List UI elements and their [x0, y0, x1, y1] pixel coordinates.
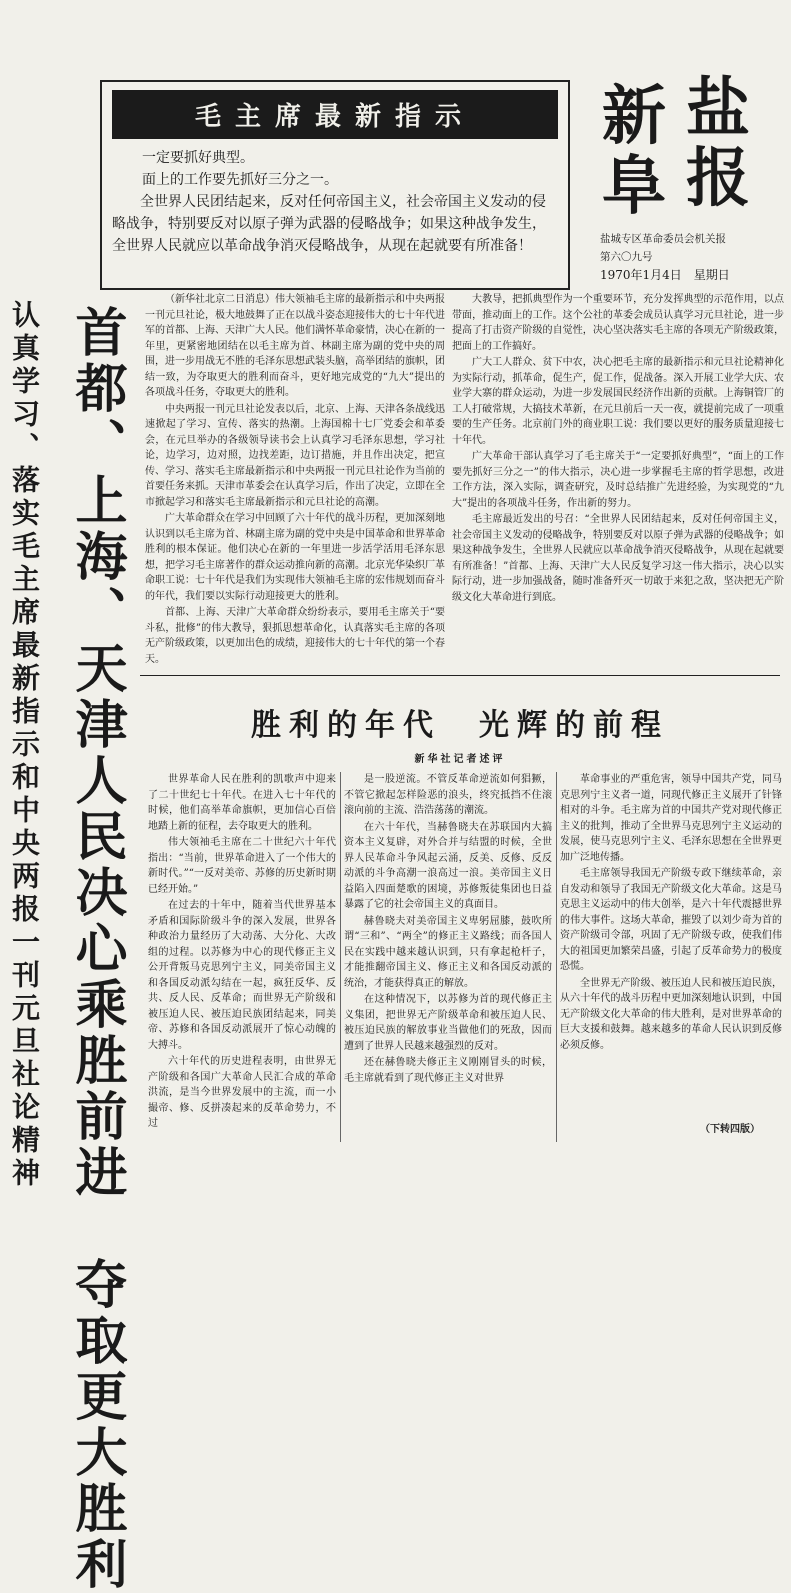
- article-column-3: [560, 772, 782, 1147]
- paragraph: 六十年代的历史进程表明，由世界无产阶级和各国广大革命人民汇合成的革命洪流，是当今世界发展中的主流，而一小撮帝、修、反拼凑起来的反革命势力，不过: [148, 1056, 336, 1129]
- lead-article-continued: [452, 292, 784, 670]
- paragraph: 毛主席领导我国无产阶级专政下继续革命，亲自发动和领导了我国无产阶级文化大革命。这是马克思主义运动中的伟大创举，是六十年代震撼世界的伟大事件。这场大革命，摧毁了以刘少奇为首的资产阶级司令部，巩固了无产阶级专政，使我们伟大的祖国更加繁荣昌盛，引起了反革命势力的极度恐慌。: [560, 868, 782, 972]
- article-headline: 胜利的年代 光辉的前程: [251, 708, 669, 743]
- masthead-char: 新: [602, 79, 666, 154]
- continued-note: （下转四版）: [700, 1124, 760, 1135]
- masthead-char: 阜: [602, 149, 666, 224]
- paragraph: 首都、上海、天津广大革命群众纷纷表示，要用毛主席关于“要斗私，批修”的伟大教导，狠抓思想革命化，认真落实毛主席的各项无产阶级政策，以更加出色的成绩，迎接伟大的七十年代的第一个春天。: [145, 607, 445, 664]
- masthead-char: 盐: [686, 71, 750, 146]
- paragraph: 毛主席最近发出的号召：“全世界人民团结起来，反对任何帝国主义，社会帝国主义发动的侵略战争，特别要反对以原子弹为武器的侵略战争；如果这种战争发生，全世界人民就应以革命战争消灭侵略战争，从现在起就要有所准备！”首都、上海、天津广大人民反复学习这一伟大指示，决心以实际行动，进一步加强战备，随时准备歼灭一切敢于来犯之敌，坚决把无产阶级文化大革命进行到底。: [452, 514, 784, 603]
- paragraph: 世界革命人民在胜利的凯歌声中迎来了二十世纪七十年代。在进入七十年代的时候，他们高举革命旗帜，更加信心百倍地踏上新的征程，去夺取更大的胜利。: [148, 774, 336, 832]
- side-headline: 认真学习、落实毛主席最新指示和中央两报一刊元旦社论精神: [8, 300, 41, 1191]
- paragraph: 广大革命干部认真学习了毛主席关于“一定要抓好典型”，“面上的工作要先抓好三分之一”的伟大指示，决心进一步掌握毛主席的哲学思想，改进工作方法，深入实际，调查研究，及时总结推广先进经验，为实现党的“九大”提出的各项战斗任务，作出新的努力。: [452, 451, 784, 509]
- paragraph: 还在赫鲁晓夫修正主义刚刚冒头的时候，毛主席就看到了现代修正主义对世界: [344, 1057, 552, 1084]
- paragraph: 是一股逆流。不管反革命逆流如何猖獗，不管它掀起怎样险恶的浪头，终究抵挡不住滚滚向前的主流、浩浩荡荡的潮流。: [344, 774, 552, 816]
- article-column-1: [148, 772, 336, 1147]
- issue-number: 第六〇九号: [600, 251, 653, 263]
- section-divider: [140, 675, 780, 676]
- directive-line: 全世界人民团结起来，反对任何帝国主义，社会帝国主义发动的侵略战争，特别要反对以原子弹为武器的侵略战争；如果这种战争发生，全世界人民就应以革命战争消灭侵略战争，从现在起就要有所准备！: [112, 194, 546, 254]
- column-divider: [340, 772, 341, 1142]
- paragraph: 大教导，把抓典型作为一个重要环节，充分发挥典型的示范作用，以点带面，推动面上的工作。这个公社的革委会成员认真学习元旦社论，进一步提高了打击资产阶级的自觉性，决心坚决落实毛主席的各项无产阶级政策，把面上的工作搞好。: [452, 294, 784, 352]
- directive-body: [112, 147, 558, 257]
- paragraph: 在这种情况下，以苏修为首的现代修正主义集团，把世界无产阶级革命和被压迫人民、被压迫民族的解放事业当做他们的死敌，因而遭到了世界人民越来越强烈的反对。: [344, 994, 552, 1052]
- masthead-info: [600, 230, 780, 284]
- paragraph: 广大工人群众、贫下中农，决心把毛主席的最新指示和元旦社论精神化为实际行动，抓革命，促生产，促工作，促战备。深入开展工业学大庆、农业学大寨的群众运动，为进一步发展国民经济作出新的贡献。上海铜管厂的工人打破常规，大搞技术革新，在元旦前后一天一夜，就提前完成了一项重要的生产任务。北京前门外的商业职工说：我们要以更好的服务质量迎接七十年代。: [452, 357, 784, 446]
- publisher: 盐城专区革命委员会机关报: [600, 233, 726, 245]
- paragraph: 伟大领袖毛主席在二十世纪六十年代指出：“当前，世界革命进入了一个伟大的新时代。”“一反对美帝、苏修的历史新时期已经开始。”: [148, 837, 336, 895]
- paragraph: 全世界无产阶级、被压迫人民和被压迫民族，从六十年代的战斗历程中更加深刻地认识到，中国无产阶级文化大革命的伟大胜利，是对世界革命的巨大支援和鼓舞。越来越多的革命人民认识到反修必须反修。: [560, 977, 782, 1051]
- masthead: [600, 71, 770, 225]
- lead-article-text: [145, 292, 445, 664]
- paragraph: 赫鲁晓夫对美帝国主义卑躬屈膝，鼓吹所谓“三和”、“两全”的修正主义路线；而各国人民在实践中越来越认识到，只有拿起枪杆子，才能推翻帝国主义、修正主义和各国反动派的统治，才能获得真正的解放。: [344, 915, 552, 989]
- paragraph: 革命事业的严重危害，领导中国共产党，同马克思列宁主义者一道，同现代修正主义展开了针锋相对的斗争。毛主席为首的中国共产党对现代修正主义的批判，推动了全世界马克思列宁主义运动的发展，使马克思列宁主义、毛泽东思想在全世界更加广泛地传播。: [560, 774, 782, 863]
- directive-banner: 毛主席最新指示: [112, 90, 558, 139]
- paragraph: 在过去的十年中，随着当代世界基本矛盾和国际阶级斗争的深入发展，世界各种政治力量经历了大动荡、大分化、大改组的过程。以苏修为中心的现代修正主义公开背叛马克思列宁主义，同美帝国主义和各国反动派勾结在一起，疯狂反华、反共、反人民、反革命；而世界无产阶级和被压迫人民、被压迫民族团结起来，同美帝、苏修和各国反动派展开了惊心动魄的大搏斗。: [148, 900, 336, 1051]
- paragraph: 在六十年代，当赫鲁晓夫在苏联国内大搞资本主义复辟，对外合并与结盟的时候，全世界人民革命斗争风起云涌，反美、反修、反反动派的斗争高潮一浪高过一浪。美帝国主义日益陷入四面楚歌的困境，苏修叛徒集团也日益暴露了它的社会帝国主义的真面目。: [344, 821, 552, 910]
- paragraph: 中央两报一刊元旦社论发表以后，北京、上海、天津各条战线迅速掀起了学习、宣传、落实的热潮。上海国棉十七厂党委会和革委会，在元旦举办的各级领导读书会上认真学习毛泽东思想，学习社论，边学习，边对照，边找差距，边订措施，并且作出决定，把宣传、学习、落实毛主席最新指示和中央两报一刊元旦社论作为当前的首要任务来抓。天津市革委会在认真学习后，作出了决定，立即在全市掀起学习和落实毛主席最新指示和元旦社论的高潮。: [145, 403, 445, 508]
- column-divider: [556, 772, 557, 1142]
- directive-line: 一定要抓好典型。: [142, 150, 254, 166]
- article-byline: 新华社记者述评: [414, 754, 506, 765]
- paragraph: （新华社北京二日消息）伟大领袖毛主席的最新指示和中央两报一刊元旦社论，极大地鼓舞了正在以战斗姿态迎接伟大的七十年代进军的首都、上海、天津广大人民。他们满怀革命豪情，决心在新的一年里，更紧密地团结在以毛主席为首、林副主席为副的党中央的周围，进一步用战无不胜的毛泽东思想武装头脑，高举团结的旗帜，团结一致，为夺取更大的胜利而奋斗，更好地完成党的“九大”提出的各项战斗任务，夺取更大的胜利。: [145, 294, 445, 398]
- main-headline: 首都、上海、天津人民决心乘胜前进 夺取更大胜利: [66, 305, 127, 1593]
- issue-date: 1970年1月4日 星期日: [600, 268, 730, 282]
- directive-box: [100, 80, 570, 290]
- masthead-char: 报: [686, 141, 750, 216]
- paragraph: 广大革命群众在学习中回顾了六十年代的战斗历程，更加深刻地认识到以毛主席为首、林副主席为副的党中央是中国革命和世界革命胜利的根本保证。他们决心在新的一年里进一步活学活用毛泽东思想，把学习毛主席著作的群众运动推向新的高潮。北京光华染织厂革命职工说：七十年代是我们为实现伟大领袖毛主席的宏伟规划而奋斗的年代，我们要以实际行动迎接更大的胜利。: [145, 513, 445, 602]
- directive-line: 面上的工作要先抓好三分之一。: [142, 172, 338, 188]
- article-column-2: [344, 772, 552, 1147]
